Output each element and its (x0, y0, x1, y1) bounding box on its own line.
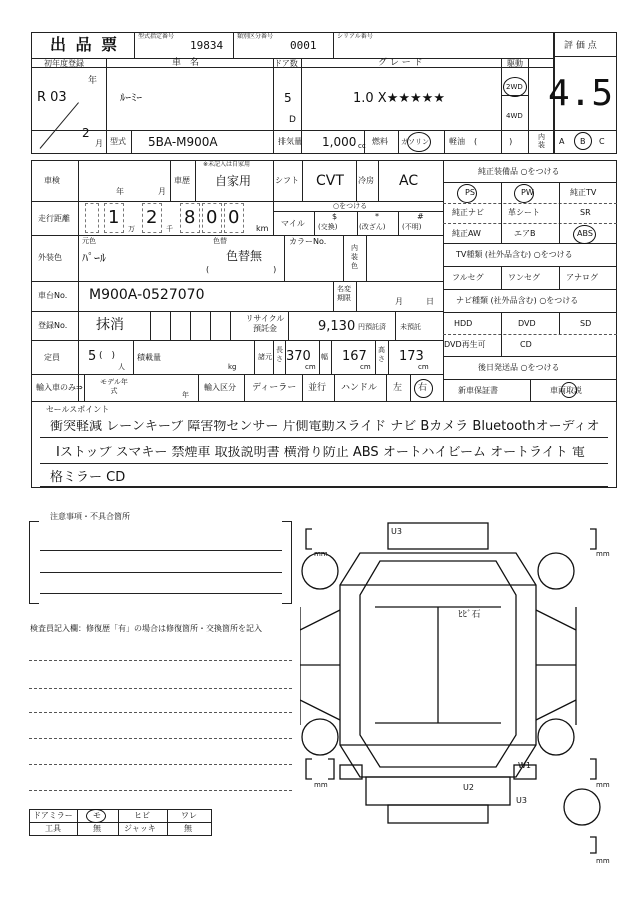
color-no-label: カラーNo. (289, 237, 327, 246)
interior-color-label: 内装色 (351, 244, 358, 270)
length-unit: cm (305, 363, 316, 371)
shift-label: シフト (275, 176, 299, 185)
mileage-digit-3: 8 (184, 207, 196, 228)
equip-ps-circle (457, 184, 477, 203)
doors-label: ドア数 (274, 59, 298, 68)
length-value: 370 (286, 349, 311, 364)
equip-pw: PW (521, 188, 534, 197)
grade-label: グ レ ー ド (378, 58, 423, 68)
first-reg-label: 初年度登録 (44, 59, 84, 68)
sales-points-line-3: 格ミラー CD (50, 470, 126, 485)
mileage-man: 万 (128, 225, 135, 233)
tools-label: 工具 (45, 824, 61, 833)
history-value: 自家用 (215, 174, 252, 188)
grade-value: 1.0 X★★★★★ (353, 91, 445, 106)
interior-label: 内装 (538, 133, 545, 149)
shift-value: CVT (316, 173, 344, 189)
handle-label: ハンドル (341, 383, 378, 393)
chassis-value: M900A-0527070 (89, 287, 205, 303)
name-change-label: 名変期限 (337, 285, 351, 302)
inspection-month: 月 (158, 187, 166, 196)
equip-pw-circle (514, 184, 534, 203)
diagram-u3-bottom: U3 (516, 796, 527, 805)
capacity-unit: 人 (118, 363, 125, 371)
jack-value: 無 (184, 824, 192, 833)
doors-value: 5 (284, 91, 292, 105)
exchange-header: ○をつける (333, 202, 368, 210)
name-label: 車 名 (172, 58, 200, 68)
drive-2wd-circle (503, 77, 527, 97)
delivery-header: 後日発送品 ○をつける (478, 363, 560, 372)
equip-abs-circle (573, 225, 596, 244)
navi-sd: SD (580, 319, 592, 328)
mileage-digit-5: 0 (228, 207, 240, 228)
navi-hdd: HDD (454, 319, 473, 328)
color-label: 外装色 (38, 253, 62, 262)
manual-circle (561, 382, 577, 398)
length-label: 長さ (276, 346, 283, 363)
import-parallel: 並行 (308, 383, 327, 393)
width-unit: cm (360, 363, 371, 371)
history-label: 車歴 (174, 176, 190, 185)
diagram-u2: U2 (463, 783, 474, 792)
exchange-hash: # (417, 212, 424, 221)
equipment-header: 純正装備品 ○をつける (478, 167, 560, 176)
mileage-digit-4: 0 (206, 207, 218, 228)
year-unit: 年 (88, 76, 98, 86)
model-year-unit: 年 (182, 391, 189, 399)
height-unit: cm (418, 363, 429, 371)
fuel-diesel: 軽油 (449, 137, 465, 146)
tv-fullseg: フルセグ (452, 273, 484, 282)
orig-color: ﾊﾟｰﾙ (82, 251, 107, 265)
inspection-label: 車検 (44, 176, 60, 185)
interior-a: A (559, 137, 565, 146)
mileage-unit: km (256, 224, 269, 233)
category-no: 0001 (290, 39, 317, 52)
ac-label: 冷房 (358, 176, 374, 185)
sales-points-line-2: Iストップ スマキー 禁煙車 取扱説明書 横滑り防止 ABS オートハイビーム オートライト 電 (56, 446, 585, 459)
jack-label: ジャッキ (124, 824, 156, 833)
capacity-value: 5 (88, 349, 97, 364)
diagram-mm-bottom-right: mm (596, 857, 610, 865)
reg-month: 2 (82, 126, 90, 140)
score-label: 評 価 点 (564, 41, 597, 51)
mileage-digit-2: 2 (146, 207, 158, 228)
drive-2wd: 2WD (506, 83, 523, 91)
diagram-u3-top: U3 (391, 527, 402, 536)
exchange-dollar-note: (交換) (318, 223, 338, 231)
reg-no-value: 抹消 (96, 317, 124, 333)
load-unit: kg (228, 363, 237, 371)
fuel-label: 燃料 (372, 137, 388, 146)
fuel-gasoline-circle (407, 132, 431, 152)
interior-b-circle (574, 132, 592, 150)
repaint-value: 色替無 (226, 249, 263, 263)
car-name: ﾙｰﾐｰ (120, 91, 142, 104)
repaint-label: 色替 (213, 237, 227, 245)
exchange-hash-note: (不明) (402, 223, 422, 231)
score-value: 4.5 (548, 73, 614, 114)
crack-label: ヒビ (134, 811, 150, 820)
equip-leather: 革シート (508, 208, 540, 217)
height-label: 高さ (378, 346, 385, 363)
form-title: 出 品 票 (50, 35, 120, 54)
interior-b: B (580, 137, 586, 146)
name-change-day: 日 (426, 297, 434, 306)
history-note: ※未記入は自家用 (203, 161, 251, 168)
diagram-mm-mid-right: mm (596, 781, 610, 789)
inspector-label: 検査員記入欄：修復歴「有」の場合は修復箇所・交換箇所を記入 (30, 624, 262, 633)
dims-label: 諸元 (258, 353, 272, 361)
width-value: 167 (342, 349, 367, 364)
dvd-label: DVD再生可 (444, 340, 486, 349)
mileage-label: 走行距離 (38, 214, 70, 223)
mile-label: マイル (281, 219, 305, 228)
handle-left: 左 (393, 383, 403, 393)
month-unit: 月 (95, 139, 103, 148)
model-label: 型式 (110, 137, 126, 146)
recycle-label: リサイクル預託金 (245, 314, 285, 333)
diagram-mm-top-right: mm (596, 550, 610, 558)
drive-label: 駆動 (507, 59, 523, 68)
tv-oneseg: ワンセグ (508, 273, 540, 282)
tv-analog: アナログ (566, 273, 598, 282)
displacement-unit: cc (358, 142, 366, 150)
mileage-sen: 千 (166, 225, 173, 233)
equip-tv: 純正TV (570, 188, 597, 197)
sales-points-line-1: 衝突軽減 レーンキープ 障害物センサー 片側電動スライド ナビ Bカメラ Bluetoothオーディオ (50, 420, 600, 433)
fuel-gasoline: ガソリン (401, 138, 429, 146)
handle-right: 右 (418, 383, 428, 393)
equip-aw: 純正AW (452, 229, 481, 238)
diagram-mm-top-left: mm (314, 550, 328, 558)
repaint-paren: ( ) (206, 265, 277, 274)
import-dealer: ディーラー (252, 383, 297, 393)
import-label: 輸入車のみ⇒ (36, 383, 83, 392)
displacement-value: 1,000 (322, 135, 357, 149)
caution-label: 注意事項・不具合箇所 (50, 512, 130, 521)
height-value: 173 (399, 349, 424, 364)
model-approval-no: 19834 (190, 39, 224, 52)
exchange-dollar: $ (332, 212, 338, 221)
orig-color-label: 元色 (82, 237, 96, 245)
reg-no-label: 登録No. (38, 321, 68, 330)
equip-abs: ABS (577, 229, 593, 238)
diagram-center-mark: ﾋﾋﾞ石 (458, 610, 481, 620)
model-value: 5BA-M900A (148, 135, 218, 149)
equip-navi: 純正ナビ (452, 208, 484, 217)
recycle-amount: 9,130 (318, 319, 356, 334)
manual-label: 車両取説 (550, 386, 582, 395)
interior-c: C (599, 137, 605, 146)
navi-header: ナビ種類 (社外品含む) ○をつける (456, 296, 579, 305)
mirror-value: モ (93, 811, 101, 820)
chassis-label: 車台No. (38, 291, 68, 300)
import-type-label: 輸入区分 (204, 383, 236, 392)
dvd-cd: CD (520, 340, 532, 349)
sales-points-label: セールスポイント (46, 405, 110, 414)
fuel-paren: ( ) (474, 137, 513, 146)
exchange-star: * (375, 212, 379, 221)
capacity-paren: ( ) (99, 351, 116, 361)
equip-sr: SR (580, 208, 591, 217)
capacity-label: 定員 (44, 353, 60, 362)
inspection-year: 年 (116, 187, 124, 196)
name-change-month: 月 (395, 297, 403, 306)
tv-header: TV種類 (社外品含む) ○をつける (456, 250, 573, 259)
diagram-mm-mid-left: mm (314, 781, 328, 789)
diagram-w1: W1 (518, 761, 531, 770)
recycle-deposited: 円預託済 (358, 323, 386, 331)
serial-label: シリアル番号 (337, 33, 373, 40)
recycle-not: 未預託 (400, 323, 421, 331)
door-type: D (289, 115, 296, 125)
exchange-star-note: (改ざん) (359, 223, 386, 231)
ac-value: AC (399, 173, 419, 189)
tools-value: 無 (93, 824, 101, 833)
equip-airbag: エアB (514, 229, 536, 238)
load-label: 積載量 (137, 353, 161, 362)
model-year-label: モデル年式 (100, 378, 128, 395)
navi-dvd: DVD (518, 319, 536, 328)
car-diagram (300, 515, 630, 890)
category-label: 類別区分番号 (237, 33, 274, 40)
warranty-label: 新車保証書 (458, 386, 498, 395)
break-label: ワレ (181, 811, 197, 820)
model-approval-label: 型式指定番号 (138, 33, 175, 40)
drive-4wd: 4WD (506, 112, 523, 120)
equip-ps: PS (465, 188, 475, 197)
era-year: R 03 (37, 90, 67, 105)
mirror-label: ドアミラー (33, 811, 73, 820)
handle-right-circle (414, 379, 433, 398)
mileage-digit-1: 1 (108, 207, 120, 228)
mirror-value-circle (86, 809, 106, 823)
displacement-label: 排気量 (278, 137, 302, 146)
width-label: 幅 (321, 353, 328, 361)
